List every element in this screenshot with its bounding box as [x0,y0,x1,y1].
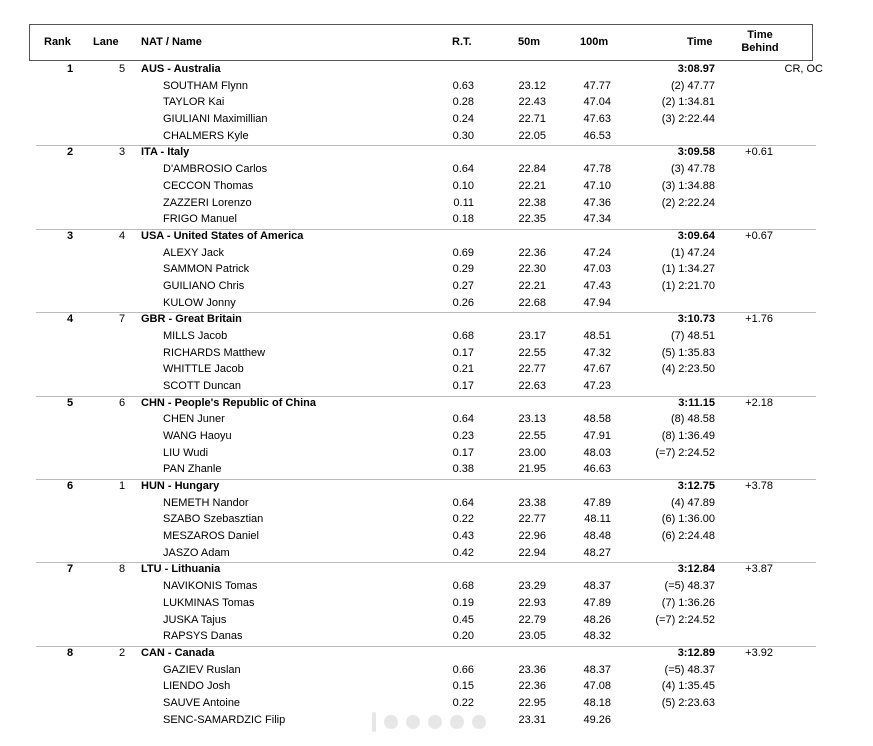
swimmer-reaction-time: 0.64 [452,496,474,509]
team-time: 3:09.58 [677,146,715,159]
team-time-behind: +1.76 [745,313,773,326]
team-time: 3:11.15 [678,396,715,409]
header-50m: 50m [518,36,541,48]
swimmer-cumulative-split: (3) 2:22.44 [661,113,715,126]
team-name: CAN - Canada [141,646,215,659]
swimmer-split-50m: 22.79 [518,613,546,626]
swimmer-split-50m: 22.36 [518,246,546,259]
team-lane: 4 [118,229,126,242]
swimmer-name: PAN Zhanle [163,463,222,476]
swimmer-name: WANG Haoyu [163,430,232,443]
team-name: USA - United States of America [141,229,304,242]
swimmer-cumulative-split: (4) 47.89 [670,496,715,509]
swimmer-split-50m: 22.77 [518,513,546,526]
swimmer-cumulative-split: (2) 1:34.81 [661,96,715,109]
swimmer-split-50m: 23.29 [518,580,546,593]
swimmer-name: FRIGO Manuel [163,213,237,226]
team-time: 3:12.75 [677,480,715,492]
swimmer-split-100m: 47.78 [583,163,611,176]
swimmer-reaction-time: 0.68 [452,330,474,342]
swimmer-reaction-time: 0.27 [452,279,474,292]
swimmer-name: WHITTLE Jacob [163,363,244,376]
swimmer-split-100m: 48.11 [584,513,611,526]
swimmer-name: ALEXY Jack [163,246,224,259]
team-name: LTU - Lithuania [141,563,221,576]
swimmer-name: JASZO Adam [163,546,230,559]
swimmer-reaction-time: 0.28 [452,96,474,109]
swimmer-split-50m: 22.71 [518,113,546,126]
swimmer-name: RICHARDS Matthew [163,346,266,359]
swimmer-split-100m: 48.51 [583,330,611,342]
team-name: ITA - Italy [141,146,190,159]
team-time: 3:09.64 [677,229,715,242]
swimmer-reaction-time: 0.64 [452,163,474,176]
swimmer-split-100m: 47.32 [583,346,611,359]
swimmer-cumulative-split: (7) 48.51 [670,330,715,342]
swimmer-split-100m: 47.04 [583,96,611,109]
swimmer-reaction-time: 0.17 [452,446,474,459]
swimmer-reaction-time: 0.18 [452,213,474,226]
swimmer-split-100m: 48.32 [583,630,611,643]
swimmer-cumulative-split: (8) 1:36.49 [661,430,715,443]
swimmer-cumulative-split: (2) 2:22.24 [661,196,715,209]
swimmer-split-50m: 22.94 [518,546,546,559]
swimmer-name: GAZIEV Ruslan [163,663,241,676]
team-time: 3:10.73 [677,313,715,326]
team-name: CHN - People's Republic of China [141,396,316,409]
team-rank: 2 [66,146,74,159]
swimmer-split-50m: 21.95 [518,463,546,476]
swimmer-name: NEMETH Nandor [163,496,249,509]
swimmer-cumulative-split: (1) 1:34.27 [661,263,715,276]
swimmer-name: TAYLOR Kai [163,96,225,109]
swimmer-cumulative-split: (3) 47.78 [670,163,715,176]
swimmer-split-50m: 22.68 [518,296,546,309]
swimmer-name: JUSKA Tajus [163,613,227,626]
swimmer-reaction-time: 0.11 [453,196,474,209]
swimmer-split-100m: 48.37 [583,663,611,676]
swimmer-reaction-time: 0.66 [452,663,474,676]
swimmer-split-100m: 46.53 [583,129,611,142]
team-rank: 8 [66,646,74,659]
swimmer-cumulative-split: (=7) 2:24.52 [655,446,715,459]
swimmer-name: SAMMON Patrick [163,263,250,276]
swimmer-reaction-time: 0.21 [452,363,474,376]
swimmer-split-100m: 48.27 [583,546,611,559]
swimmer-reaction-time: 0.64 [452,413,474,426]
swimmer-split-50m: 23.17 [518,330,546,342]
swimmer-cumulative-split: (=5) 48.37 [664,580,715,593]
team-time-behind: +0.61 [745,146,773,159]
team-lane: 6 [118,396,126,409]
swimmer-split-50m: 22.05 [518,129,546,142]
team-name: AUS - Australia [141,63,221,75]
swimmer-name: NAVIKONIS Tomas [163,580,258,593]
swimmer-split-50m: 22.43 [518,96,546,109]
swimmer-split-100m: 47.36 [583,196,611,209]
team-rank: 4 [66,313,74,326]
swimmer-split-50m: 23.12 [518,79,546,92]
header-nat-name: NAT / Name [141,36,202,48]
swimmer-name: CHALMERS Kyle [163,129,249,142]
swimmer-split-50m: 22.55 [518,346,546,359]
swimmer-name: RAPSYS Danas [163,630,243,643]
swimmer-cumulative-split: (4) 2:23.50 [661,363,715,376]
swimmer-reaction-time: 0.43 [452,530,474,543]
swimmer-name: GUILIANO Chris [163,279,245,292]
swimmer-reaction-time: 0.10 [452,179,474,192]
swimmer-reaction-time: 0.30 [452,129,474,142]
swimmer-name: CECCON Thomas [163,179,254,192]
team-time: 3:12.89 [677,646,715,659]
swimmer-cumulative-split: (8) 48.58 [670,413,715,426]
swimmer-split-100m: 47.94 [583,296,611,309]
watermark-logo [372,708,502,736]
team-time-behind: +0.67 [745,229,773,242]
team-name: GBR - Great Britain [141,313,242,326]
swimmer-split-100m: 47.08 [583,680,611,693]
swimmer-split-100m: 47.24 [583,246,611,259]
swimmer-name: LIENDO Josh [163,680,231,693]
swimmer-cumulative-split: (5) 2:23.63 [661,696,715,709]
swimmer-split-50m: 23.31 [518,713,546,726]
swimmer-reaction-time: 0.24 [452,113,474,126]
swimmer-reaction-time: 0.19 [452,596,474,609]
swimmer-reaction-time: 0.22 [452,513,474,526]
swimmer-split-100m: 48.48 [583,530,611,543]
header-time: Time [687,36,713,48]
team-rank: 6 [66,480,74,492]
team-rank: 1 [66,63,74,75]
swimmer-split-100m: 48.58 [583,413,611,426]
swimmer-cumulative-split: (3) 1:34.88 [661,179,715,192]
swimmer-split-50m: 22.38 [518,196,546,209]
swimmer-reaction-time: 0.17 [452,346,474,359]
swimmer-reaction-time: 0.68 [452,580,474,593]
swimmer-reaction-time: 0.45 [452,613,474,626]
swimmer-name: D'AMBROSIO Carlos [163,163,268,176]
swimmer-reaction-time: 0.42 [452,546,474,559]
team-rank: 3 [66,229,74,242]
swimmer-reaction-time: 0.38 [452,463,474,476]
swimmer-split-100m: 47.67 [583,363,611,376]
swimmer-split-50m: 22.95 [518,696,546,709]
swimmer-name: SZABO Szebasztian [163,513,264,526]
swimmer-name: MILLS Jacob [163,330,228,342]
swimmer-split-100m: 47.43 [583,279,611,292]
swimmer-split-100m: 47.03 [583,263,611,276]
swimmer-split-50m: 22.36 [518,680,546,693]
swimmer-reaction-time: 0.69 [452,246,474,259]
swimmer-cumulative-split: (6) 2:24.48 [661,530,715,543]
swimmer-split-100m: 47.23 [583,379,611,392]
header-lane: Lane [93,36,119,48]
header-time-behind-line2: Behind [741,42,779,54]
team-time-behind: +3.92 [745,646,773,659]
swimmer-split-50m: 23.36 [518,663,546,676]
swimmer-split-50m: 22.96 [518,530,546,543]
swimmer-split-100m: 48.26 [583,613,611,626]
swimmer-cumulative-split: (5) 1:35.83 [661,346,715,359]
swimmer-split-100m: 46.63 [583,463,611,476]
swimmer-split-100m: 47.91 [583,430,611,443]
team-time-behind: +3.78 [745,480,773,492]
team-time-behind: +2.18 [745,396,773,409]
header-time-behind [730,29,790,55]
team-time: 3:12.84 [677,563,715,576]
team-time: 3:08.97 [677,63,715,75]
swimmer-name: SAUVE Antoine [163,696,241,709]
swimmer-name: ZAZZERI Lorenzo [163,196,252,209]
swimmer-split-50m: 22.21 [518,279,546,292]
swimmer-split-50m: 22.93 [518,596,546,609]
swimmer-reaction-time: 0.63 [452,79,474,92]
swimmer-split-100m: 47.10 [583,179,611,192]
team-lane: 5 [118,63,126,75]
swimmer-cumulative-split: (=5) 48.37 [664,663,715,676]
team-lane: 8 [118,563,126,576]
swimmer-split-100m: 48.18 [583,696,611,709]
team-rank: 7 [66,563,74,576]
swimmer-name: KULOW Jonny [163,296,236,309]
header-time-behind-line1: Time [747,29,773,41]
swimmer-name: GIULIANI Maximillian [163,113,268,126]
swimmer-name: LUKMINAS Tomas [163,596,255,609]
swimmer-reaction-time: 0.29 [452,263,474,276]
swimmer-split-50m: 23.00 [518,446,546,459]
swimmer-split-50m: 23.13 [518,413,546,426]
header-rank: Rank [44,36,71,48]
team-rank: 5 [66,396,74,409]
swimmer-cumulative-split: (=7) 2:24.52 [655,613,715,626]
swimmer-name: SCOTT Duncan [163,379,242,392]
team-lane: 7 [118,313,126,326]
swimmer-split-100m: 47.63 [583,113,611,126]
swimmer-split-50m: 23.05 [518,630,546,643]
swimmer-split-100m: 47.34 [583,213,611,226]
swimmer-reaction-time: 0.17 [452,379,474,392]
swimmer-name: CHEN Juner [163,413,225,426]
swimmer-cumulative-split: (6) 1:36.00 [661,513,715,526]
swimmer-cumulative-split: (7) 1:36.26 [661,596,715,609]
swimmer-cumulative-split: (4) 1:35.45 [661,680,715,693]
swimmer-split-100m: 47.89 [583,496,611,509]
swimmer-split-50m: 22.30 [518,263,546,276]
team-lane: 2 [118,646,126,659]
swimmer-reaction-time: 0.23 [452,430,474,443]
header-reaction-time: R.T. [452,36,472,48]
swimmer-cumulative-split: (1) 47.24 [670,246,715,259]
swimmer-split-50m: 23.38 [518,496,546,509]
swimmer-split-50m: 22.84 [518,163,546,176]
team-time-behind: +3.87 [745,563,773,576]
swimmer-name: LIU Wudi [163,446,209,459]
swimmer-reaction-time: 0.22 [452,696,474,709]
header-100m: 100m [580,36,609,48]
team-lane: 3 [118,146,126,159]
swimmer-split-100m: 47.77 [583,79,611,92]
swimmer-split-100m: 47.89 [583,596,611,609]
swimmer-split-50m: 22.21 [518,179,546,192]
swimmer-cumulative-split: (1) 2:21.70 [661,279,715,292]
swimmer-split-100m: 49.26 [583,713,611,726]
swimmer-split-100m: 48.03 [583,446,611,459]
swimmer-name: SOUTHAM Flynn [163,79,248,92]
team-name: HUN - Hungary [141,480,220,492]
swimmer-split-100m: 48.37 [583,580,611,593]
team-record: CR, OC [784,63,823,75]
swimmer-name: SENC-SAMARDZIC Filip [163,713,286,726]
team-lane: 1 [118,480,126,492]
swimmer-name: MESZAROS Daniel [163,530,259,543]
swimmer-split-50m: 22.55 [518,430,546,443]
swimmer-split-50m: 22.63 [518,379,546,392]
swimmer-reaction-time: 0.20 [452,630,474,643]
swimmer-cumulative-split: (2) 47.77 [670,79,715,92]
swimmer-reaction-time: 0.15 [452,680,474,693]
swimmer-reaction-time: 0.26 [452,296,474,309]
swimmer-split-50m: 22.77 [518,363,546,376]
swimmer-split-50m: 22.35 [518,213,546,226]
